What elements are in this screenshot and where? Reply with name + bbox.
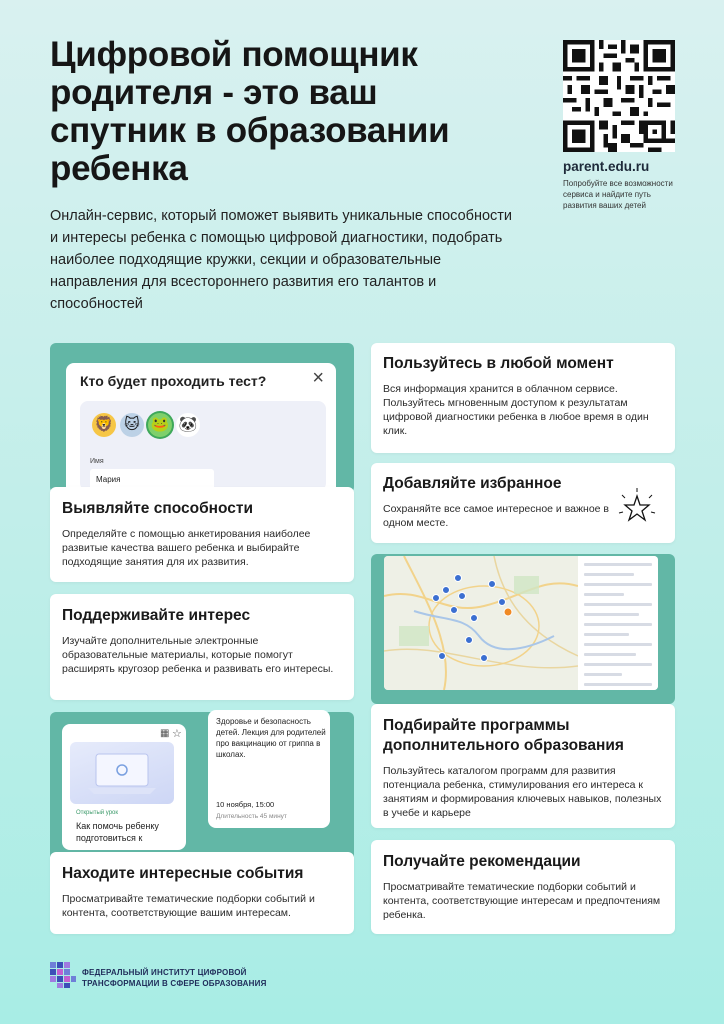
card-interest-text: Изучайте дополнительные электронные образовательные материалы, которые помогут расширять кругозор ребенка и развивать его интересы. bbox=[62, 635, 334, 675]
card-recommendations bbox=[371, 840, 675, 934]
lesson-title: Как помочь ребенку подготовиться к bbox=[76, 821, 159, 843]
card-programs bbox=[371, 704, 675, 828]
card-anytime bbox=[371, 343, 675, 453]
lesson-tag: Открытый урок bbox=[76, 810, 118, 816]
close-icon[interactable]: × bbox=[312, 367, 324, 389]
calendar-icon[interactable]: ▦ bbox=[160, 728, 170, 739]
laptop-image bbox=[70, 742, 174, 804]
map-preview[interactable] bbox=[384, 556, 658, 690]
card-favorites-title: Добавляйте избранное bbox=[383, 475, 562, 492]
quiz-title: Кто будет проходить тест? bbox=[80, 373, 267, 389]
star-icon[interactable]: ☆ bbox=[172, 728, 182, 740]
card-favorites bbox=[371, 463, 675, 543]
page-title: Цифровой помощник родителя - это ваш спутник в образовании ребенка bbox=[50, 35, 450, 188]
card-abilities-title: Выявляйте способности bbox=[62, 500, 254, 517]
card-favorites-text: Сохраняйте все самое интересное и важное в одном месте. bbox=[383, 503, 610, 529]
lead-text: Онлайн-сервис, который поможет выявить уникальные способности и интересы ребенка с помощью цифровой диагностики, подобрать наиболее подходящие кружки, секции и образовательные направления для всестороннего развития его талантов и способностей bbox=[50, 208, 513, 312]
card-events-text: Просматривайте тематические подборки событий и контента, соответствующие вашим интересам. bbox=[62, 893, 315, 919]
qr-note: Попробуйте все возможности сервиса и найдите путь развития ваших детей bbox=[563, 179, 673, 210]
frog-avatar-icon[interactable]: 🐸 bbox=[148, 413, 172, 437]
card-recommendations-text: Просматривайте тематические подборки событий и контента, соответствующие интересам и предпочтениям ребенка. bbox=[383, 881, 661, 921]
event-preview-card[interactable] bbox=[208, 710, 330, 828]
qr-code[interactable] bbox=[563, 40, 675, 152]
lesson-preview-card[interactable] bbox=[62, 724, 186, 850]
institute-name: ФЕДЕРАЛЬНЫЙ ИНСТИТУТ ЦИФРОВОЙ ТРАНСФОРМАЦИИ В СФЕРЕ ОБРАЗОВАНИЯ bbox=[82, 968, 267, 988]
institute-logo bbox=[50, 962, 76, 988]
lion-avatar-icon[interactable]: 🦁 bbox=[92, 413, 116, 437]
cat-avatar-icon[interactable]: 🐱 bbox=[120, 413, 144, 437]
sparkle-star-icon bbox=[615, 487, 659, 527]
card-anytime-title: Пользуйтесь в любой момент bbox=[383, 355, 614, 372]
card-anytime-text: Вся информация хранится в облачном сервисе. Пользуйтесь мгновенным доступом к результатам цифровой диагностики ребенка в любое время в один клик. bbox=[383, 383, 649, 437]
quiz-preview bbox=[66, 363, 336, 487]
card-events bbox=[50, 852, 354, 934]
event-date: 10 ноября, 15:00 bbox=[216, 800, 275, 809]
event-text: Здоровье и безопасность детей. Лекция для родителей про вакцинацию от гриппа в школах. bbox=[216, 717, 326, 759]
name-label: Имя bbox=[90, 458, 104, 465]
panda-avatar-icon[interactable]: 🐼 bbox=[176, 413, 200, 437]
card-programs-title: Подбирайте программы дополнительного образования bbox=[383, 717, 624, 754]
card-recommendations-title: Получайте рекомендации bbox=[383, 853, 581, 870]
service-url[interactable]: parent.edu.ru bbox=[563, 159, 650, 174]
quiz-panel bbox=[80, 401, 326, 487]
card-events-title: Находите интересные события bbox=[62, 865, 304, 882]
card-abilities-text: Определяйте с помощью анкетирования наиболее развитые качества вашего ребенка и выбирайте подходящие занятия для их развития. bbox=[62, 528, 311, 568]
card-abilities bbox=[50, 487, 354, 582]
card-interest-title: Поддерживайте интерес bbox=[62, 607, 251, 624]
card-interest bbox=[50, 594, 354, 700]
event-duration: Длительность 45 минут bbox=[216, 813, 287, 820]
map-list-panel bbox=[578, 556, 658, 690]
card-programs-text: Пользуйтесь каталогом программ для развития потенциала ребенка, стимулирования его интереса к занятиям и формирования ключевых навыков, полезных в учебе и карьере bbox=[383, 765, 662, 819]
name-field[interactable]: Мария bbox=[90, 469, 214, 487]
